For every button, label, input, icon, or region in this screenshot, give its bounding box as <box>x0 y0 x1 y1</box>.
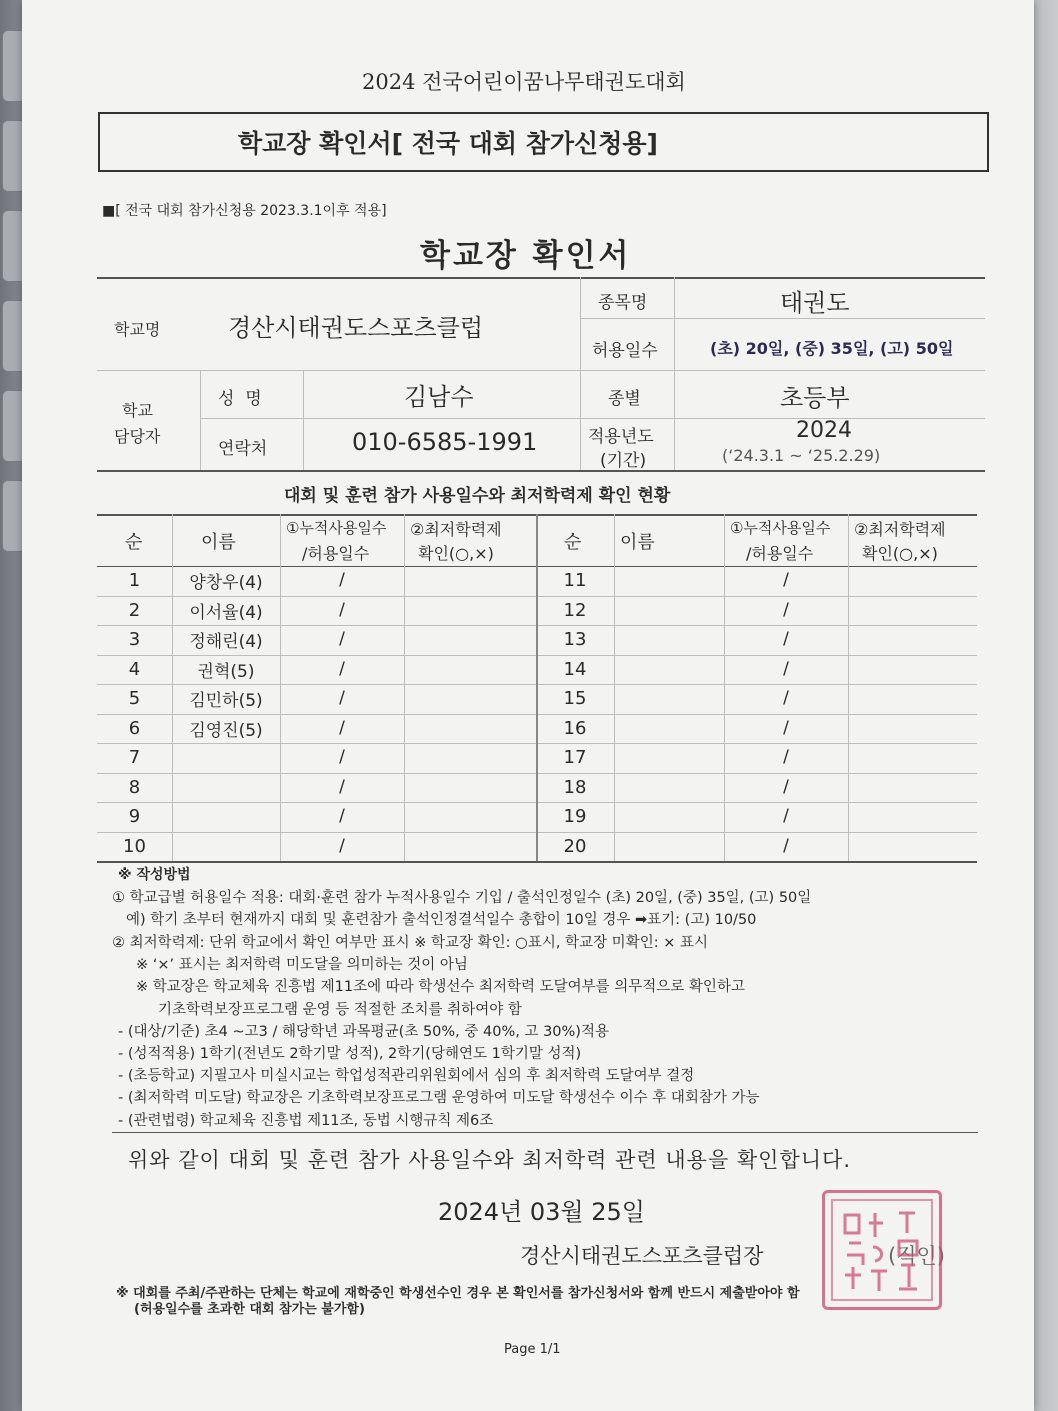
table-row-number: 9 <box>128 806 141 827</box>
footnote-1: ※ 대회를 주최/주관하는 단체는 학교에 재학중인 학생선수인 경우 본 확인서를 참가신청서와 함께 반드시 제출받아야 함 <box>116 1286 800 1301</box>
table-row-days: / <box>339 629 345 649</box>
contact-value: 010-6585-1991 <box>352 428 538 456</box>
table-row-days: / <box>339 747 345 767</box>
year-label-2: (기간) <box>600 451 647 471</box>
info-line <box>580 318 985 319</box>
info-line <box>200 418 985 419</box>
table-row-number: 17 <box>563 747 587 768</box>
name-value: 김남수 <box>404 383 474 411</box>
table-bottom-border <box>97 861 977 863</box>
section-title: 대회 및 훈련 참가 사용일수와 최저학력제 확인 현황 <box>284 486 671 506</box>
name-label: 성 명 <box>218 389 262 409</box>
allowed-label: 허용일수 <box>592 341 658 361</box>
table-row-days: / <box>339 835 345 856</box>
signer-name: 경산시태권도스포츠클럽장 <box>520 1244 764 1268</box>
table-row-days: / <box>339 688 345 708</box>
header-min-1: ②최저학력제 <box>410 520 502 539</box>
table-row-number: 5 <box>128 688 141 709</box>
table-row-number: 16 <box>563 717 587 739</box>
method-line: - (대상/기준) 초4 ~고3 / 해당학년 과목평균(초 50%, 중 40%, 고 30%)적용 <box>118 1023 609 1040</box>
sport-value: 태권도 <box>780 289 850 317</box>
table-row-days: / <box>783 629 789 649</box>
table-row-number: 10 <box>123 835 146 857</box>
boxed-title: 학교장 확인서[ 전국 대회 참가신청용] <box>238 129 658 158</box>
table-row-number: 2 <box>128 599 141 621</box>
header-min-2: 확인(○,×) <box>418 544 494 563</box>
info-top-border <box>97 277 985 279</box>
allowed-value: (초) 20일, (중) 35일, (고) 50일 <box>710 339 954 358</box>
method-line: - (성적적용) 1학기(전년도 2학기말 성적), 2학기(당해연도 1학기말 성적) <box>118 1045 582 1062</box>
page-number: Page 1/1 <box>504 1342 561 1357</box>
table-row-number: 11 <box>563 570 587 591</box>
table-row-number: 1 <box>128 570 141 591</box>
header-no: 순 <box>564 532 582 553</box>
table-row-name: 권혁(5) <box>197 661 255 682</box>
method-line: ② 최저학력제: 단위 학교에서 확인 여부만 표시 ※ 학교장 확인: ○표시, 학교장 미확인: × 표시 <box>112 934 708 951</box>
school-label: 학교명 <box>114 320 161 339</box>
table-row-days: / <box>783 688 789 708</box>
header-name: 이름 <box>201 532 236 553</box>
contact-label: 연락처 <box>218 439 268 459</box>
table-row-number: 14 <box>563 658 587 680</box>
table-row-name: 김민하(5) <box>189 691 263 711</box>
table-row-name: 김영진(5) <box>189 720 263 741</box>
official-seal <box>822 1190 942 1310</box>
header-name: 이름 <box>620 532 655 553</box>
seal-suffix: (직인) <box>888 1244 945 1268</box>
table-row-name: 정해린(4) <box>189 632 263 652</box>
note-line: ■[ 전국 대회 참가신청용 2023.3.1이후 적용] <box>102 203 387 219</box>
method-line: - (최저학력 미도달) 학교장은 기초학력보장프로그램 운영하여 미도달 학생선수 이수 후 대회참가 가능 <box>118 1090 760 1107</box>
table-row-number: 20 <box>563 835 587 857</box>
table-row-days: / <box>783 717 789 738</box>
table-row-days: / <box>783 570 789 590</box>
table-row-number: 4 <box>128 658 141 680</box>
info-bottom-border <box>97 470 985 472</box>
table-col-line <box>848 514 849 861</box>
table-row-number: 13 <box>563 629 587 650</box>
table-row-number: 12 <box>563 599 587 621</box>
table-col-line <box>614 514 615 861</box>
info-vline <box>580 277 581 470</box>
table-row-days: / <box>339 776 345 797</box>
document-title: 학교장 확인서 <box>420 238 632 274</box>
header-days-1: ①누적사용일수 <box>730 519 831 537</box>
table-row-days: / <box>783 658 789 679</box>
footnote-2: (허용일수를 초과한 대회 참가는 불가함) <box>134 1302 365 1317</box>
document-page <box>22 0 1034 1411</box>
year-period: (‘24.3.1 ~ ‘25.2.29) <box>722 446 881 465</box>
table-row-days: / <box>783 747 789 767</box>
table-row-number: 15 <box>563 688 587 709</box>
competition-title: 2024 전국어린이꿈나무태권도대회 <box>362 70 686 94</box>
manager-label-2: 담당자 <box>114 427 161 446</box>
sport-label: 종목명 <box>598 293 648 313</box>
method-line: - (관련법령) 학교체육 진흥법 제11조, 동법 시행규칙 제6조 <box>118 1112 494 1129</box>
confirm-text: 위와 같이 대회 및 훈련 참가 사용일수와 최저학력 관련 내용을 확인합니다. <box>128 1148 852 1172</box>
table-row-days: / <box>783 776 789 797</box>
table-row-days: / <box>339 658 345 679</box>
info-vline <box>200 370 201 470</box>
table-row-number: 18 <box>563 776 587 798</box>
table-row-name: 이서율(4) <box>189 602 263 623</box>
table-row-name: 양창우(4) <box>189 573 263 593</box>
division-value: 초등부 <box>780 384 850 412</box>
header-no: 순 <box>125 532 143 553</box>
table-row-days: / <box>339 806 345 826</box>
table-row-number: 3 <box>128 629 141 650</box>
header-min-1: ②최저학력제 <box>854 520 946 539</box>
table-row-number: 8 <box>128 776 141 798</box>
info-vline <box>303 370 304 470</box>
method-line: 예) 학기 초부터 현재까지 대회 및 훈련참가 출석인정결석일수 총합이 10일 경우 ➡표기: (고) 10/50 <box>126 912 757 929</box>
table-row-days: / <box>783 599 789 620</box>
school-value: 경산시태권도스포츠클럽 <box>228 314 484 342</box>
table-row-number: 6 <box>128 717 141 739</box>
method-line: ① 학교급별 허용일수 적용: 대회·훈련 참가 누적사용일수 기입 / 출석인정일수 (초) 20일, (중) 35일, (고) 50일 <box>112 890 812 906</box>
seal-strokes <box>825 1193 939 1307</box>
table-row-days: / <box>783 806 789 826</box>
header-days-1: ①누적사용일수 <box>286 519 387 537</box>
table-row-days: / <box>339 599 345 620</box>
table-row-number: 7 <box>128 747 141 768</box>
divider <box>112 1132 978 1133</box>
table-row-days: / <box>783 835 789 856</box>
table-row-number: 19 <box>563 806 587 827</box>
method-line: ※ 학교장은 학교체육 진흥법 제11조에 따라 학생선수 최저학력 도달여부를 의무적으로 확인하고 <box>136 979 745 996</box>
year-value: 2024 <box>796 418 852 443</box>
method-line: ※ ‘×’ 표시는 최저학력 미도달을 의미하는 것이 아님 <box>136 956 468 973</box>
method-title: ※ 작성방법 <box>118 867 191 883</box>
table-col-line <box>404 514 405 861</box>
header-days-2: /허용일수 <box>746 544 814 563</box>
table-row-days: / <box>339 717 345 738</box>
manager-label-1: 학교 <box>122 401 153 420</box>
header-days-2: /허용일수 <box>302 544 370 563</box>
division-label: 종별 <box>608 389 641 409</box>
method-line: 기초학력보장프로그램 운영 등 적절한 조치를 취하여야 함 <box>158 1001 522 1018</box>
header-min-2: 확인(○,×) <box>862 544 938 563</box>
year-label-1: 적용년도 <box>588 427 654 447</box>
info-line <box>97 370 985 371</box>
info-vline <box>674 277 675 470</box>
table-row-days: / <box>339 570 345 590</box>
method-line: - (초등학교) 지필고사 미실시교는 학업성적관리위원회에서 심의 후 최저학력 도달여부 결정 <box>118 1068 695 1085</box>
date-text: 2024년 03월 25일 <box>438 1198 645 1226</box>
